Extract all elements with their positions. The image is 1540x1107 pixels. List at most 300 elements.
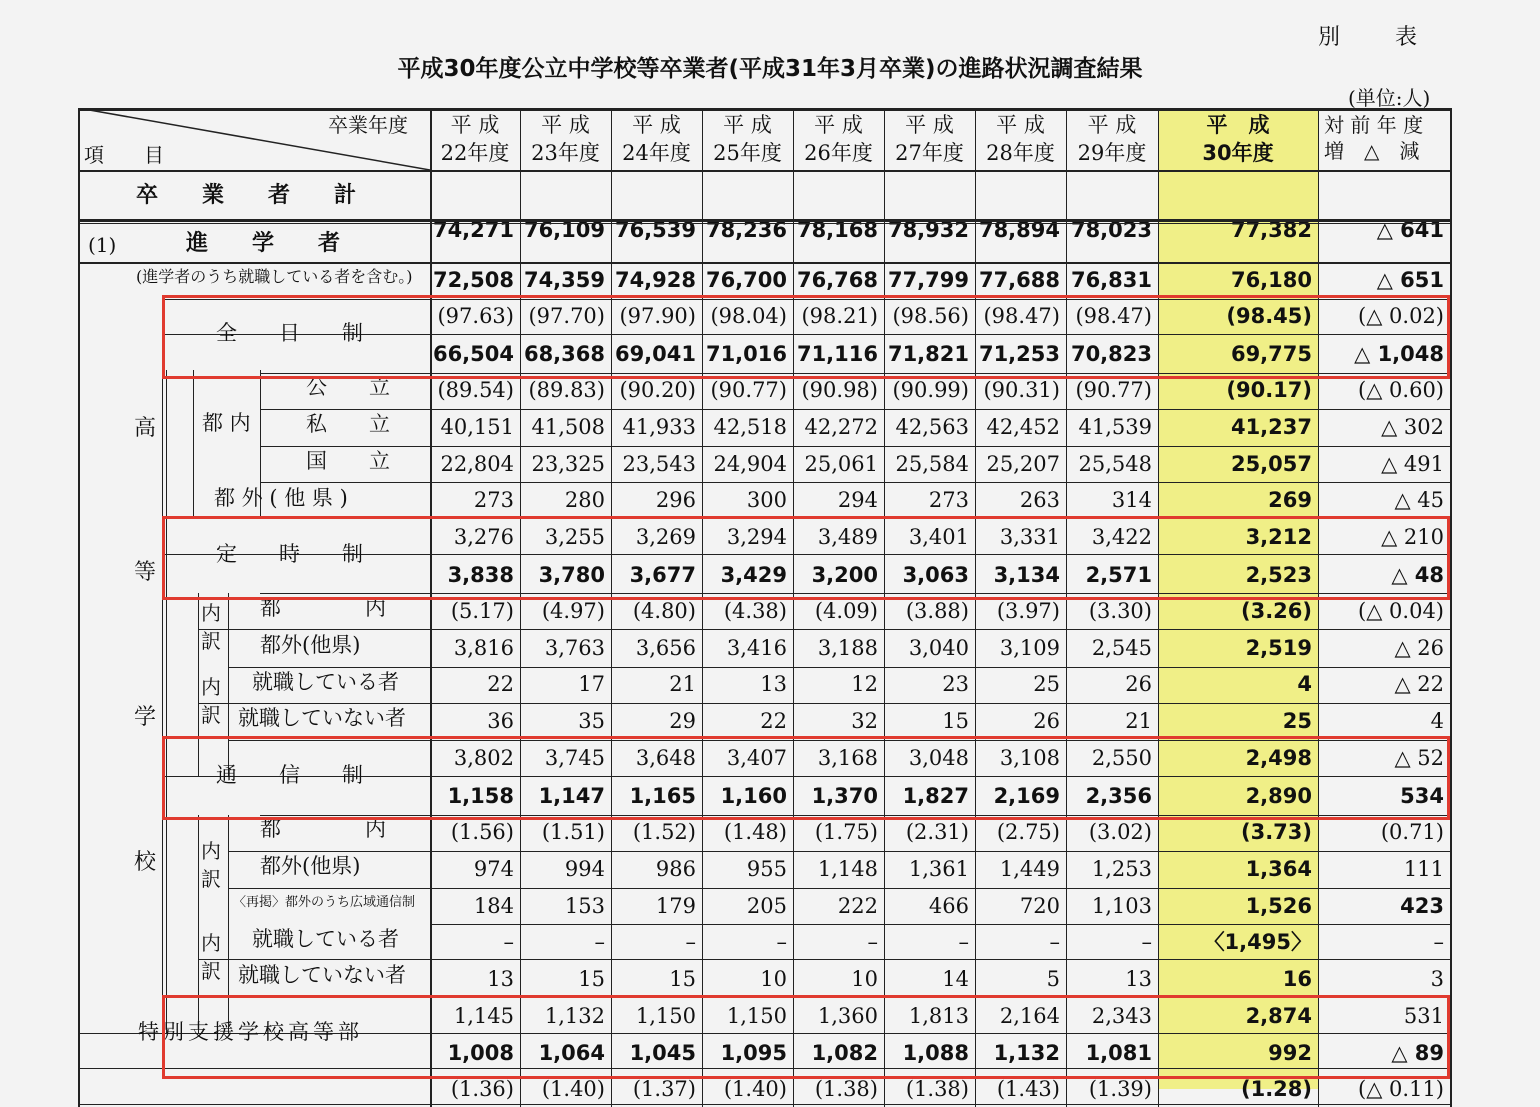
part_togai-value: 17 <box>578 672 605 696</box>
row-label-total: 卒 業 者 計 <box>136 183 357 208</box>
part-value: 3,200 <box>811 563 878 587</box>
part_emp-value: 29 <box>669 709 696 733</box>
corr-value: 1,165 <box>629 784 696 808</box>
header-year-era: 平 成 <box>450 113 500 137</box>
part_togai-value: 13 <box>760 672 787 696</box>
full-value: 66,504 <box>432 342 514 366</box>
grid-line <box>228 740 1450 741</box>
grid-line <box>193 370 194 518</box>
part_emp-value: 35 <box>578 709 605 733</box>
page-title: 平成30年度公立中学校等卒業者(平成31年3月卒業)の進路状況調査結果 <box>397 56 1143 82</box>
corr_togai-value: 1,103 <box>1091 894 1152 918</box>
grid-line <box>611 108 612 1107</box>
row-label-employed: 就職している者 <box>252 670 399 694</box>
part_togai-value: 12 <box>851 672 878 696</box>
part_nonemp-value: 3,802 <box>453 746 514 770</box>
public-value: 41,539 <box>1078 415 1152 439</box>
togai-value: 3,212 <box>1245 525 1312 549</box>
grid-line <box>78 1104 1450 1105</box>
corr_tonai-value: 1,253 <box>1091 857 1152 881</box>
special_pct-value: (1.40) <box>541 1077 605 1101</box>
public-value: 42,272 <box>804 415 878 439</box>
public-value: 41,237 <box>1230 415 1312 439</box>
national-value: 263 <box>1019 488 1060 512</box>
part_tonai-value: 2,545 <box>1091 636 1152 660</box>
togai-value: 3,422 <box>1091 525 1152 549</box>
corr_wide-value: – <box>1049 930 1060 954</box>
header-year-era: 平 成 <box>1206 113 1270 137</box>
corr_pct-value: (1.75) <box>814 820 878 844</box>
part_pct-value: (4.97) <box>541 599 605 623</box>
corr-value: 1,147 <box>538 784 605 808</box>
adv_pct-value: (△ 0.02) <box>1358 304 1444 328</box>
corr_tonai-value: 1,361 <box>908 857 969 881</box>
part_emp-value: 22 <box>760 709 787 733</box>
header-year: 30年度 <box>1202 141 1274 165</box>
special-value: 1,095 <box>720 1041 787 1065</box>
special_pct-value: (1.39) <box>1088 1077 1152 1101</box>
total-value: 78,894 <box>978 218 1060 242</box>
corr_nonemp-value: 2,343 <box>1091 1004 1152 1028</box>
part_emp-value: 32 <box>851 709 878 733</box>
corr_wide-value: – <box>1433 930 1444 954</box>
grid-line <box>431 924 1450 925</box>
corr-value: 2,356 <box>1085 784 1152 808</box>
corr_tonai-value: 111 <box>1403 857 1444 881</box>
corr-value: 534 <box>1400 784 1444 808</box>
grid-line <box>162 299 163 1033</box>
adv_pct-value: (98.21) <box>801 304 878 328</box>
total-value: 76,109 <box>523 218 605 242</box>
special-value: 1,008 <box>447 1041 514 1065</box>
grid-line <box>78 108 80 1107</box>
corr_nonemp-value: 2,164 <box>999 1004 1060 1028</box>
part_nonemp-value: 3,407 <box>726 746 787 770</box>
part_togai-value: 23 <box>942 672 969 696</box>
special-value: 1,045 <box>629 1041 696 1065</box>
grid-line <box>260 815 1450 816</box>
togai-value: 3,489 <box>817 525 878 549</box>
unit-label: (単位:人) <box>1348 86 1431 110</box>
total-value: 78,023 <box>1070 218 1152 242</box>
part_tonai-value: 3,816 <box>453 636 514 660</box>
private-value: 25,548 <box>1078 452 1152 476</box>
adv-value: 74,359 <box>523 268 605 292</box>
part_togai-value: 25 <box>1033 672 1060 696</box>
grid-line <box>793 108 794 1107</box>
public-value: 42,563 <box>895 415 969 439</box>
corr-value: 2,890 <box>1245 784 1312 808</box>
corr_tonai-value: 974 <box>473 857 514 881</box>
header-diff-top: 対 前 年 度 <box>1324 113 1424 137</box>
private-value: 25,057 <box>1230 452 1312 476</box>
part_tonai-value: △ 26 <box>1394 636 1444 660</box>
row-label-togai: 都 外 ( 他 県 ) <box>214 486 348 510</box>
full_pct-value: (89.83) <box>528 378 605 402</box>
corr-value: 1,370 <box>811 784 878 808</box>
row-label-wide-area: 〈再掲〉都外のうち広域通信制 <box>233 895 416 910</box>
special-value: 1,132 <box>993 1041 1060 1065</box>
total-value: 78,168 <box>796 218 878 242</box>
corr_pct-value: (3.02) <box>1088 820 1152 844</box>
togai-value: △ 210 <box>1381 525 1444 549</box>
part_nonemp-value: 2,550 <box>1091 746 1152 770</box>
total-value: 77,382 <box>1230 218 1312 242</box>
part_togai-value: 21 <box>669 672 696 696</box>
public-value: 41,508 <box>531 415 605 439</box>
part-value: 2,523 <box>1245 563 1312 587</box>
part_pct-value: (3.88) <box>905 599 969 623</box>
corr_togai-value: 720 <box>1019 894 1060 918</box>
special_pct-value: (1.38) <box>814 1077 878 1101</box>
corr_wide-value: 〈1,495〉 <box>1203 930 1312 954</box>
grid-line <box>975 108 976 1107</box>
part_emp-value: 25 <box>1282 709 1312 733</box>
row-label-part-time: 定 時 制 <box>216 542 363 566</box>
corr_togai-value: 184 <box>473 894 514 918</box>
corr_emp-value: 13 <box>1125 967 1152 991</box>
header-year-era: 平 成 <box>905 113 954 137</box>
row-label-advance: 進 学 者 <box>186 231 341 256</box>
corr_pct-value: (0.71) <box>1380 820 1444 844</box>
grid-line <box>78 219 1450 222</box>
special_pct-value: (1.28) <box>1240 1077 1312 1101</box>
part_nonemp-value: 3,108 <box>999 746 1060 770</box>
corr_togai-value: 466 <box>928 894 969 918</box>
part_pct-value: (3.26) <box>1240 599 1312 623</box>
corr_wide-value: – <box>776 930 787 954</box>
grid-line <box>260 482 1450 483</box>
header-year: 23年度 <box>531 141 600 165</box>
row-label-special-support: 特別支援学校高等部 <box>138 1020 363 1044</box>
total-value: △ 641 <box>1376 218 1444 242</box>
corr_emp-value: 14 <box>942 967 969 991</box>
national-value: 269 <box>1268 488 1312 512</box>
corr_pct-value: (1.51) <box>541 820 605 844</box>
row-label-to-gai: 都外(他県) <box>260 854 361 878</box>
part_pct-value: (5.17) <box>450 599 514 623</box>
part_emp-value: 4 <box>1430 709 1444 733</box>
row-label-private: 私 立 <box>306 412 390 436</box>
part_nonemp-value: 3,648 <box>635 746 696 770</box>
corr_emp-value: 10 <box>760 967 787 991</box>
public-value: 42,452 <box>986 415 1060 439</box>
header-year: 24年度 <box>622 141 691 165</box>
corr_togai-value: 179 <box>655 894 696 918</box>
grid-line <box>78 223 1450 224</box>
adv_pct-value: (98.04) <box>710 304 787 328</box>
row-label-public: 公 立 <box>306 375 390 399</box>
corr_pct-value: (2.75) <box>996 820 1060 844</box>
grid-line <box>198 593 199 776</box>
corr_tonai-value: 1,449 <box>999 857 1060 881</box>
corr_wide-value: – <box>594 930 605 954</box>
adv-value: △ 651 <box>1376 268 1444 292</box>
row-label-full-time: 全 日 制 <box>216 321 363 345</box>
full_pct-value: (90.31) <box>983 378 1060 402</box>
grid-line <box>260 373 1450 374</box>
part_tonai-value: 3,040 <box>908 636 969 660</box>
private-value: 23,325 <box>531 452 605 476</box>
corr_tonai-value: 986 <box>655 857 696 881</box>
adv-value: 77,688 <box>978 268 1060 292</box>
part_pct-value: (3.30) <box>1088 599 1152 623</box>
part_tonai-value: 2,519 <box>1245 636 1312 660</box>
full_pct-value: (△ 0.60) <box>1358 378 1444 402</box>
row-label-advance-note: (進学者のうち就職している者を含む。) <box>136 267 413 286</box>
grid-line <box>260 409 1450 410</box>
corr_togai-value: 205 <box>746 894 787 918</box>
adv_pct-value: (97.63) <box>437 304 514 328</box>
corr_wide-value: – <box>1141 930 1152 954</box>
corr_emp-value: 15 <box>578 967 605 991</box>
part-value: 2,571 <box>1085 563 1152 587</box>
row-label-tonai: 都 内 <box>202 411 251 435</box>
grid-line <box>228 593 229 776</box>
part_emp-value: 21 <box>1125 709 1152 733</box>
part_pct-value: (4.80) <box>632 599 696 623</box>
row-label-employed: 就職している者 <box>252 927 399 951</box>
corr_nonemp-value: 531 <box>1403 1004 1444 1028</box>
grid-line <box>228 888 1450 889</box>
row-label-breakdown: 内訳 <box>201 675 221 727</box>
row-label-not-employed: 就職していない者 <box>238 706 406 730</box>
part_emp-value: 15 <box>942 709 969 733</box>
adv_pct-value: (97.70) <box>528 304 605 328</box>
corr-value: 1,827 <box>902 784 969 808</box>
header-year-era: 平 成 <box>1087 113 1137 137</box>
togai-value: 3,401 <box>908 525 969 549</box>
corr-value: 2,169 <box>993 784 1060 808</box>
private-value: 25,584 <box>895 452 969 476</box>
part-value: 3,677 <box>629 563 696 587</box>
part_pct-value: (3.97) <box>996 599 1060 623</box>
special-value: 1,088 <box>902 1041 969 1065</box>
grid-line <box>166 370 167 1033</box>
corr_emp-value: 16 <box>1282 967 1312 991</box>
adv-value: 77,799 <box>887 268 969 292</box>
part_togai-value: 4 <box>1297 672 1312 696</box>
full-value: 70,823 <box>1070 342 1152 366</box>
special-value: 1,064 <box>538 1041 605 1065</box>
grid-line <box>1450 108 1452 1107</box>
togai-value: 3,269 <box>635 525 696 549</box>
corr_tonai-value: 1,364 <box>1245 857 1312 881</box>
full-value: 68,368 <box>523 342 605 366</box>
public-value: 41,933 <box>622 415 696 439</box>
row-label-high-school: 高 <box>134 416 157 441</box>
grid-line <box>78 1068 1450 1069</box>
part_pct-value: (4.38) <box>723 599 787 623</box>
total-value: 74,271 <box>432 218 514 242</box>
row-label-correspondence: 通 信 制 <box>216 763 363 787</box>
national-value: 273 <box>473 488 514 512</box>
special_pct-value: (1.38) <box>905 1077 969 1101</box>
public-value: △ 302 <box>1381 415 1444 439</box>
corr_wide-value: – <box>867 930 878 954</box>
row-label-high-school: 校 <box>134 850 157 875</box>
corr_emp-value: 5 <box>1046 967 1060 991</box>
corr_pct-value: (1.52) <box>632 820 696 844</box>
part_togai-value: 22 <box>487 672 514 696</box>
private-value: 25,207 <box>986 452 1060 476</box>
corr_nonemp-value: 2,874 <box>1245 1004 1312 1028</box>
togai-value: 3,294 <box>726 525 787 549</box>
corr-value: 1,160 <box>720 784 787 808</box>
full_pct-value: (90.77) <box>710 378 787 402</box>
full_pct-value: (90.99) <box>892 378 969 402</box>
corr_tonai-value: 994 <box>564 857 605 881</box>
adv-value: 76,831 <box>1070 268 1152 292</box>
grid-line <box>228 996 1450 997</box>
part-value: 3,063 <box>902 563 969 587</box>
grid-line <box>228 667 1450 668</box>
grid-line <box>260 593 1450 594</box>
special-value: △ 89 <box>1391 1041 1444 1065</box>
national-value: △ 45 <box>1394 488 1444 512</box>
corr_nonemp-value: 1,145 <box>453 1004 514 1028</box>
full_pct-value: (90.98) <box>801 378 878 402</box>
corr_wide-value: – <box>503 930 514 954</box>
adv-value: 76,768 <box>796 268 878 292</box>
adv-value: 74,928 <box>614 268 696 292</box>
grid-line <box>520 108 521 1107</box>
part_tonai-value: 3,416 <box>726 636 787 660</box>
adv_pct-value: (98.45) <box>1226 304 1312 328</box>
corr_togai-value: 423 <box>1400 894 1444 918</box>
part_emp-value: 36 <box>487 709 514 733</box>
part_pct-value: (4.09) <box>814 599 878 623</box>
row-label-high-school: 等 <box>134 560 157 585</box>
full_pct-value: (90.77) <box>1075 378 1152 402</box>
corr_emp-value: 13 <box>487 967 514 991</box>
grid-line <box>193 518 1450 519</box>
row-label-to-gai: 都外(他県) <box>260 633 361 657</box>
national-value: 273 <box>928 488 969 512</box>
row-label-to-nai: 都 内 <box>260 596 386 620</box>
part_pct-value: (△ 0.04) <box>1358 599 1444 623</box>
corr_emp-value: 10 <box>851 967 878 991</box>
header-corner-top: 卒業年度 <box>328 113 408 137</box>
corr_nonemp-value: 1,813 <box>908 1004 969 1028</box>
full-value: 71,116 <box>796 342 878 366</box>
header-year-era: 平 成 <box>996 113 1045 137</box>
header-corner-bottom: 項 目 <box>84 143 164 167</box>
corr-value: 1,158 <box>447 784 514 808</box>
full_pct-value: (90.17) <box>1226 378 1312 402</box>
corr_pct-value: (1.56) <box>450 820 514 844</box>
full-value: 71,253 <box>978 342 1060 366</box>
grid-line <box>1318 108 1319 1107</box>
national-value: 300 <box>746 488 787 512</box>
public-value: 42,518 <box>713 415 787 439</box>
national-value: 314 <box>1111 488 1152 512</box>
adv_pct-value: (97.90) <box>619 304 696 328</box>
part_tonai-value: 3,656 <box>635 636 696 660</box>
special_pct-value: (1.43) <box>996 1077 1060 1101</box>
corr_nonemp-value: 1,360 <box>817 1004 878 1028</box>
corr_wide-value: – <box>958 930 969 954</box>
row-label-breakdown: 内訳 <box>201 839 221 891</box>
special_pct-value: (1.40) <box>723 1077 787 1101</box>
togai-value: 3,331 <box>999 525 1060 549</box>
public-value: 40,151 <box>440 415 514 439</box>
special_pct-value: (1.36) <box>450 1077 514 1101</box>
corr_tonai-value: 955 <box>746 857 787 881</box>
row-label-high-school: 学 <box>134 705 157 730</box>
grid-line <box>430 108 432 1107</box>
header-year: 28年度 <box>986 141 1055 165</box>
header-year-era: 平 成 <box>632 113 681 137</box>
part_nonemp-value: 3,168 <box>817 746 878 770</box>
grid-line <box>228 815 229 1033</box>
full-value: △ 1,048 <box>1354 342 1444 366</box>
corr_emp-value: 3 <box>1430 967 1444 991</box>
full-value: 71,821 <box>887 342 969 366</box>
full_pct-value: (90.20) <box>619 378 696 402</box>
adv-value: 72,508 <box>432 268 514 292</box>
corr_emp-value: 15 <box>669 967 696 991</box>
special_pct-value: (△ 0.11) <box>1358 1077 1444 1101</box>
grid-line <box>198 703 1450 704</box>
header-year: 29年度 <box>1077 141 1147 165</box>
header-year-era: 平 成 <box>723 113 772 137</box>
corr_togai-value: 153 <box>564 894 605 918</box>
part_togai-value: 26 <box>1125 672 1152 696</box>
national-value: 280 <box>564 488 605 512</box>
total-value: 78,932 <box>887 218 969 242</box>
part-value: 3,838 <box>447 563 514 587</box>
corr_togai-value: 1,526 <box>1245 894 1312 918</box>
row-label-national: 国 立 <box>306 449 390 473</box>
full-value: 71,016 <box>705 342 787 366</box>
grid-line <box>1066 108 1067 1107</box>
header-year-era: 平 成 <box>541 113 590 137</box>
total-value: 76,539 <box>614 218 696 242</box>
grid-line <box>884 108 885 1107</box>
special-value: 1,081 <box>1085 1041 1152 1065</box>
private-value: 23,543 <box>622 452 696 476</box>
row-label-breakdown: 内訳 <box>201 931 221 983</box>
grid-line <box>1158 108 1159 1107</box>
private-value: △ 491 <box>1381 452 1444 476</box>
header-year: 26年度 <box>804 141 873 165</box>
corr_togai-value: 222 <box>837 894 878 918</box>
grid-line <box>198 629 1450 630</box>
row-label-number: (1) <box>88 233 117 257</box>
part_nonemp-value: △ 52 <box>1394 746 1444 770</box>
appendix-label: 別 表 <box>1318 25 1441 50</box>
part-value: △ 48 <box>1391 563 1444 587</box>
corr_pct-value: (3.73) <box>1240 820 1312 844</box>
grid-line <box>198 815 199 1033</box>
header-diff-bottom: 増 △ 減 <box>1324 139 1420 163</box>
corr_nonemp-value: 1,150 <box>635 1004 696 1028</box>
grid-line <box>78 262 1450 264</box>
adv_pct-value: (98.47) <box>1075 304 1152 328</box>
part-value: 3,134 <box>993 563 1060 587</box>
corr_nonemp-value: 1,150 <box>726 1004 787 1028</box>
private-value: 24,904 <box>713 452 787 476</box>
row-label-not-employed: 就職していない者 <box>238 963 406 987</box>
special_pct-value: (1.37) <box>632 1077 696 1101</box>
full_pct-value: (89.54) <box>437 378 514 402</box>
header-year: 22年度 <box>440 141 510 165</box>
adv_pct-value: (98.56) <box>892 304 969 328</box>
part_tonai-value: 3,763 <box>544 636 605 660</box>
adv_pct-value: (98.47) <box>983 304 1060 328</box>
part_tonai-value: 3,188 <box>817 636 878 660</box>
